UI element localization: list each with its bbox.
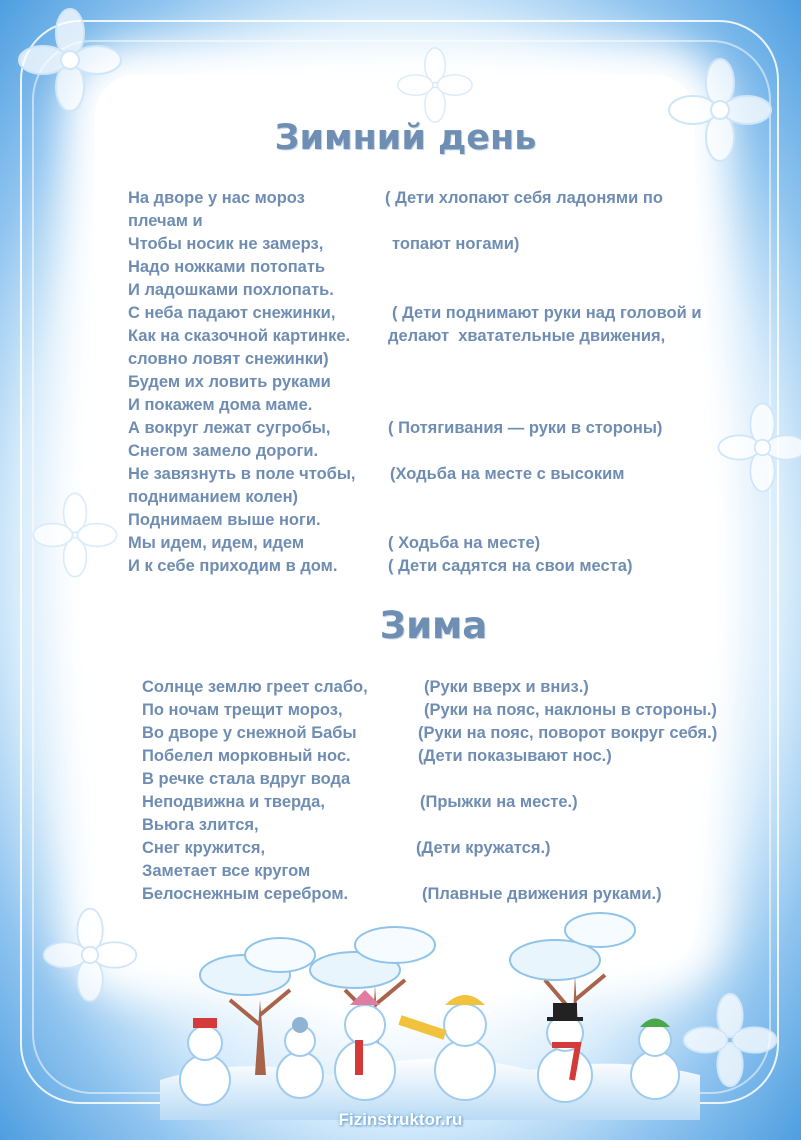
poem-line: Неподвижна и тверда,	[142, 793, 325, 811]
title-winter: Зима	[379, 604, 488, 647]
poem-line: Снег кружится,	[142, 839, 266, 857]
winter-scene-illustration	[160, 905, 700, 1120]
snowman-icon	[335, 990, 395, 1100]
poem-movement-note: (Дети показывают нос.)	[418, 747, 612, 765]
poem-movement-note: ( Дети поднимают руки над головой и	[392, 304, 702, 322]
snowman-icon	[631, 1019, 679, 1100]
poem-line: Во дворе у снежной Бабы	[142, 724, 357, 742]
poem-line: Как на сказочной картинке.	[128, 327, 351, 345]
poem-movement-note: (Руки на пояс, поворот вокруг себя.)	[418, 724, 718, 742]
poem-line: словно ловят снежинки)	[128, 350, 329, 368]
poem-line: Солнце землю греет слабо,	[142, 678, 368, 696]
poem-movement-note: ( Ходьба на месте)	[388, 534, 541, 552]
poem-movement-note: (Руки вверх и вниз.)	[424, 678, 589, 696]
poem-line: В речке стала вдруг вода	[142, 770, 351, 788]
poem-movement-note: (Плавные движения руками.)	[422, 885, 662, 903]
poem-line: подниманием колен)	[128, 488, 299, 506]
snowman-icon	[180, 1018, 230, 1105]
poem-line: Чтобы носик не замерз,	[128, 235, 324, 253]
snowflake-icon	[715, 400, 801, 495]
poem-line: Не завязнуть в поле чтобы,	[128, 465, 356, 483]
poem-movement-note: ( Потягивания — руки в стороны)	[388, 419, 663, 437]
poem-line: Будем их ловить руками	[128, 373, 331, 391]
poem-line: Белоснежным серебром.	[142, 885, 349, 903]
poem-movement-note: топают ногами)	[392, 235, 520, 253]
poem-line: А вокруг лежат сугробы,	[128, 419, 331, 437]
poem-line: С неба падают снежинки,	[128, 304, 336, 322]
poem-line: И к себе приходим в дом.	[128, 557, 338, 575]
poem-line: Снегом замело дороги.	[128, 442, 319, 460]
poem-line: По ночам трещит мороз,	[142, 701, 343, 719]
poem-line: И ладошками похлопать.	[128, 281, 334, 299]
poem-line: Надо ножками потопать	[128, 258, 326, 276]
poem-movement-note: (Руки на пояс, наклоны в стороны.)	[424, 701, 717, 719]
poem-movement-note: (Прыжки на месте.)	[420, 793, 578, 811]
snowflake-icon	[15, 5, 125, 115]
snowflake-icon	[40, 905, 140, 1005]
snowman-icon	[538, 1003, 592, 1102]
site-watermark: Fizinstruktor.ru	[338, 1110, 463, 1129]
snowflake-icon	[30, 490, 120, 580]
poem-line: Заметает все кругом	[142, 862, 311, 880]
poem-movement-note: делают хватательные движения,	[388, 327, 666, 345]
snowman-icon	[277, 1017, 323, 1098]
poem-movement-note: (Ходьба на месте с высоким	[390, 465, 625, 483]
poem-movement-note: ( Дети садятся на свои места)	[388, 557, 633, 575]
poem-line: И покажем дома маме.	[128, 396, 313, 414]
poem-line: Поднимаем выше ноги.	[128, 511, 321, 529]
snowflake-icon	[395, 45, 475, 125]
poem-line: Вьюга злится,	[142, 816, 259, 834]
poem-movement-note: ( Дети хлопают себя ладонями по	[385, 189, 663, 207]
poem-line: Мы идем, идем, идем	[128, 534, 305, 552]
poem-movement-note: (Дети кружатся.)	[416, 839, 551, 857]
poem-line: На дворе у нас мороз	[128, 189, 305, 207]
poem-line: плечам и	[128, 212, 203, 230]
poem-line: Побелел морковный нос.	[142, 747, 351, 765]
title-winter-day: Зимний день	[274, 118, 537, 158]
